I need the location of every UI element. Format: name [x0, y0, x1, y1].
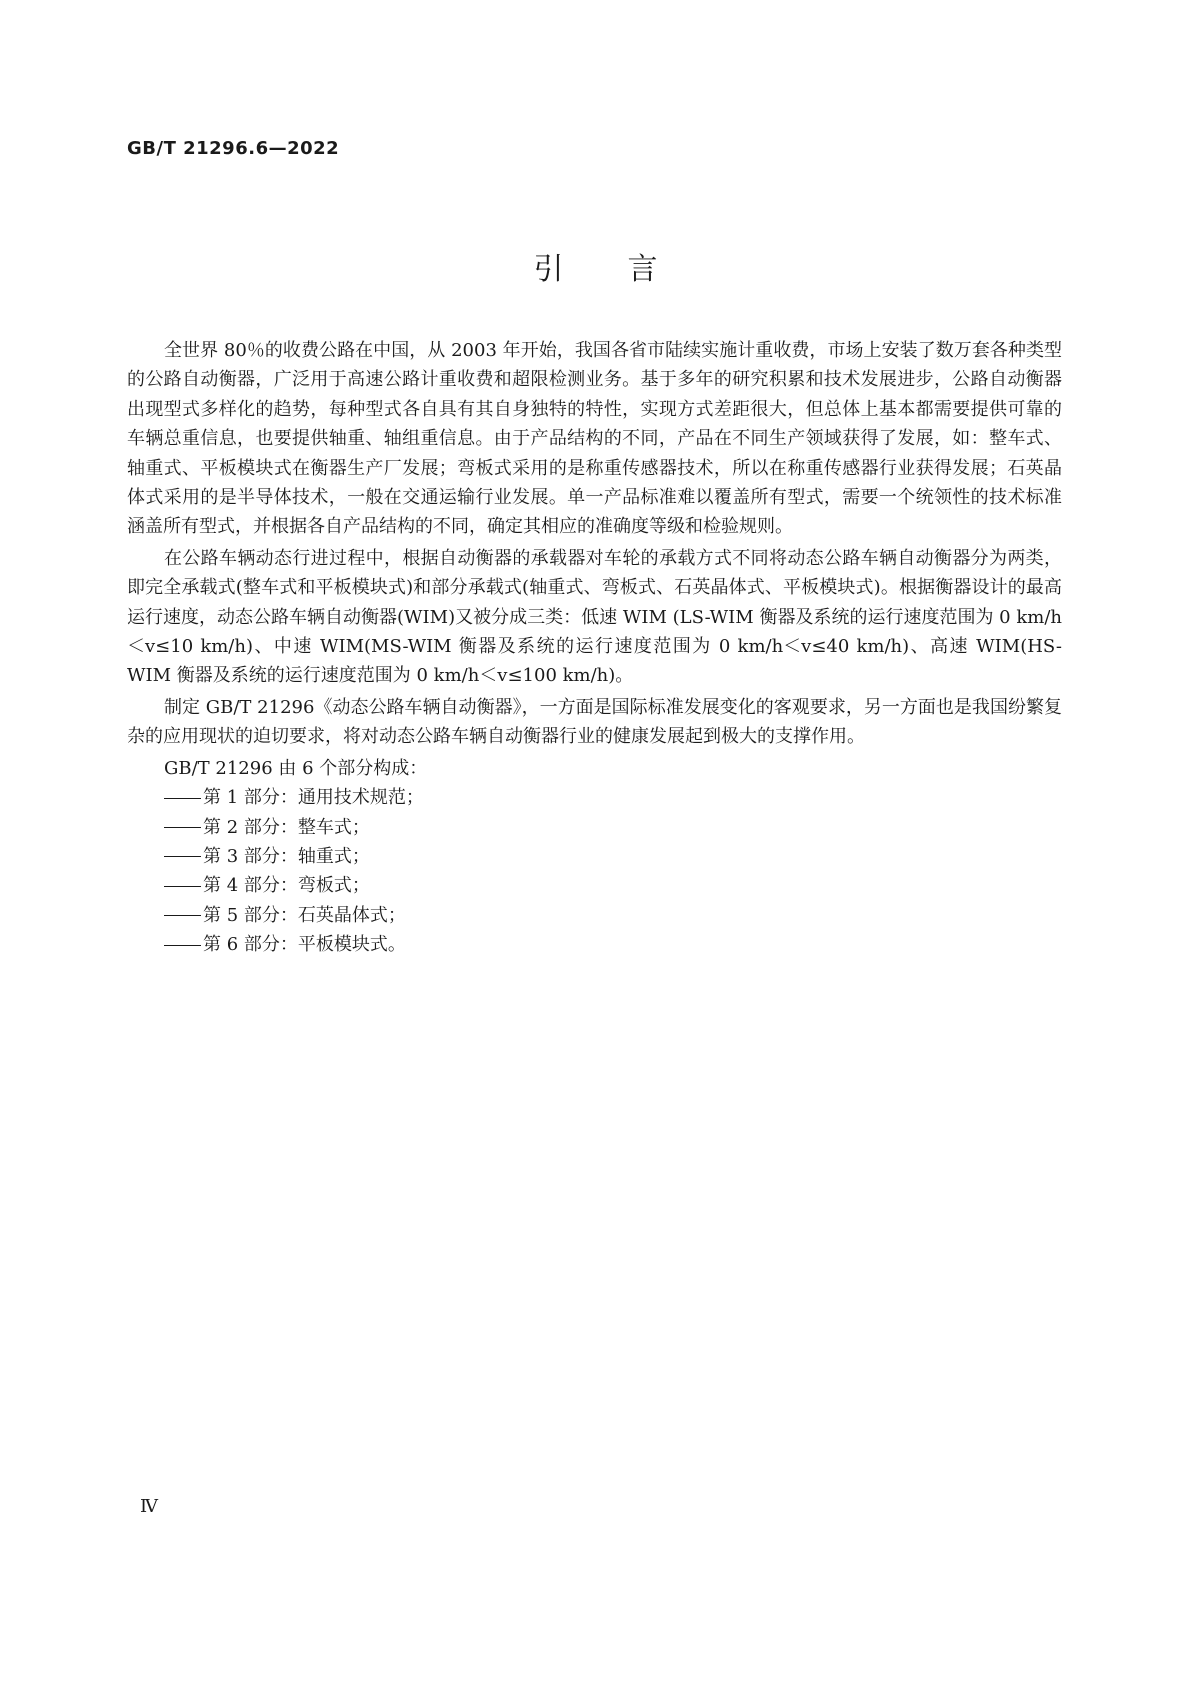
list-item — [127, 842, 1062, 871]
paragraph: 全世界 80％的收费公路在中国，从 2003 年开始，我国各省市陆续实施计重收费，市场上安装了数万套各种类型的公路自动衡器，广泛用于高速公路计重收费和超限检测业务。基于多年的研究积累和技术发展进步，公路自动衡器出现型式多样化的趋势，每种型式各自具有其自身独特的特性，实现方式差距很大，但总体上基本都需要提供可靠的车辆总重信息，也要提供轴重、轴组重信息。由于产品结构的不同，产品在不同生产领域获得了发展，如：整车式、轴重式、平板模块式在衡器生产厂发展；弯板式采用的是称重传感器技术，所以在称重传感器行业获得发展；石英晶体式采用的是半导体技术，一般在交通运输行业发展。单一产品标准难以覆盖所有型式，需要一个统领性的技术标准涵盖所有型式，并根据各自产品结构的不同，确定其相应的准确度等级和检验规则。 — [127, 340, 1062, 538]
dash-mark — [164, 945, 201, 946]
list-item-text: 第 4 部分：弯板式； — [203, 875, 370, 897]
paragraph: GB/T 21296 由 6 个部分构成： — [164, 757, 428, 779]
list-item — [127, 930, 1062, 959]
page-number: Ⅳ — [140, 1496, 158, 1517]
list-item-text: 第 5 部分：石英晶体式； — [203, 904, 406, 926]
dash-mark — [164, 886, 201, 887]
dash-mark — [164, 856, 201, 857]
list-item — [127, 783, 1062, 812]
page-title: 引言 — [533, 252, 722, 287]
list-item — [127, 901, 1062, 930]
list-item — [127, 871, 1062, 900]
parts-list — [127, 783, 1062, 959]
list-item-text: 第 2 部分：整车式； — [203, 816, 370, 838]
paragraph: 制定 GB/T 21296《动态公路车辆自动衡器》，一方面是国际标准发展变化的客观要求，另一方面也是我国纷繁复杂的应用现状的迫切要求，将对动态公路车辆自动衡器行业的健康发展起到极大的支撑作用。 — [127, 696, 1062, 748]
list-item-text: 第 1 部分：通用技术规范； — [203, 787, 424, 809]
dash-mark — [164, 915, 201, 916]
paragraph: 在公路车辆动态行进过程中，根据自动衡器的承载器对车轮的承载方式不同将动态公路车辆自动衡器分为两类，即完全承载式(整车式和平板模块式)和部分承载式(轴重式、弯板式、石英晶体式、平板模块式)。根据衡器设计的最高运行速度，动态公路车辆自动衡器(WIM)又被分成三类：低速 WIM (LS-WIM 衡器及系统的运行速度范围为 0 km/h＜v≤10 km/h)、中速 WIM(MS-WIM 衡器及系统的运行速度范围为 0 km/h＜v≤40 km/h)、高速 WIM(HS-WIM 衡器及系统的运行速度范围为 0 km/h＜v≤100 km/h)。 — [127, 547, 1062, 687]
document-body — [127, 336, 1062, 960]
list-item-text: 第 6 部分：平板模块式。 — [203, 934, 406, 956]
dash-mark — [164, 827, 201, 828]
list-item-text: 第 3 部分：轴重式； — [203, 845, 370, 867]
dash-mark — [164, 798, 201, 799]
list-item — [127, 813, 1062, 842]
standard-code: GB/T 21296.6—2022 — [127, 138, 340, 159]
